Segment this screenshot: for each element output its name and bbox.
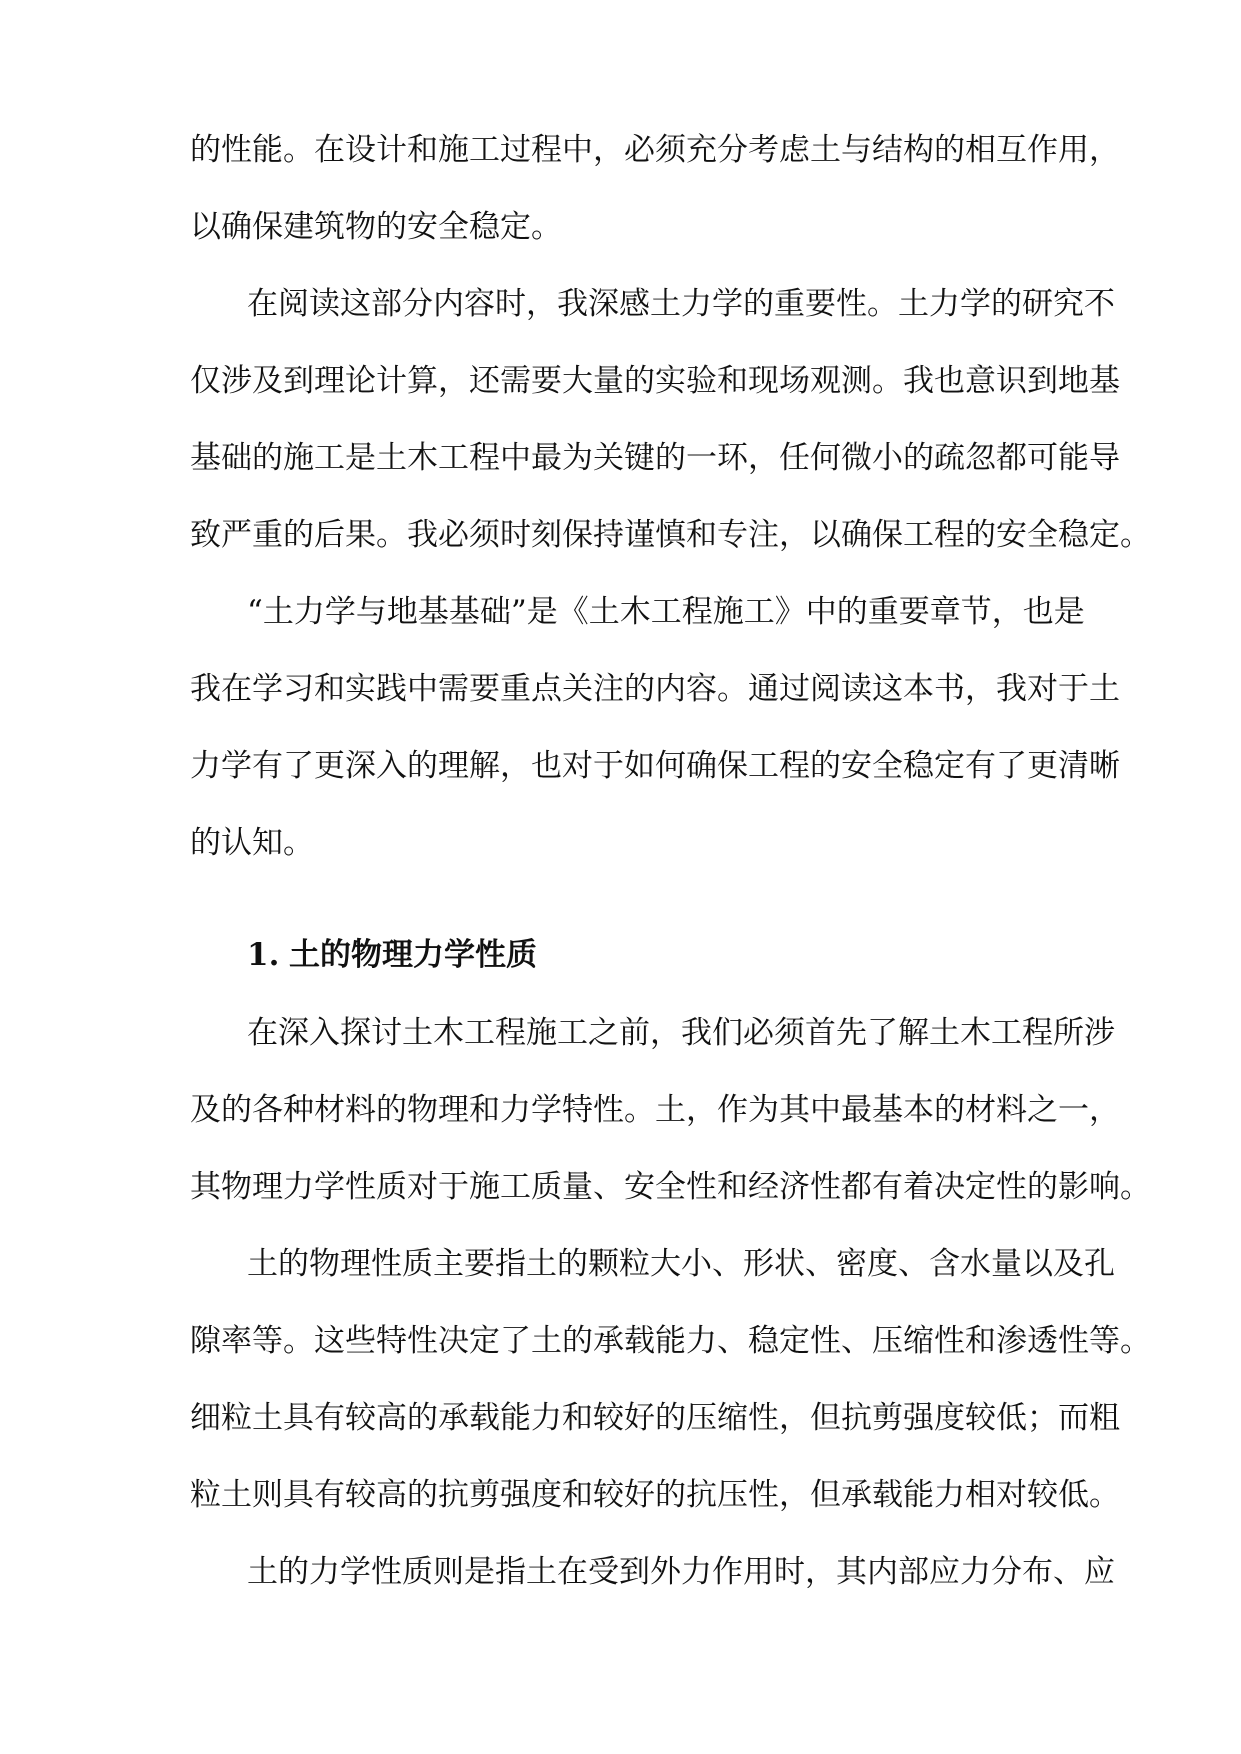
- paragraph-2-line-4: 致严重的后果。我必须时刻保持谨慎和专注，以确保工程的安全稳定。: [190, 517, 1151, 553]
- section-paragraph-2-line-2: 隙率等。这些特性决定了土的承载能力、稳定性、压缩性和渗透性等。: [190, 1323, 1151, 1359]
- paragraph-1-line-2: 以确保建筑物的安全稳定。: [190, 209, 562, 245]
- section-heading: [247, 931, 537, 979]
- section-paragraph-2-line-3: 细粒土具有较高的承载能力和较好的压缩性，但抗剪强度较低；而粗: [190, 1400, 1120, 1436]
- paragraph-3-line-3: 力学有了更深入的理解，也对于如何确保工程的安全稳定有了更清晰: [190, 748, 1120, 784]
- section-paragraph-1-line-1: 在深入探讨土木工程施工之前，我们必须首先了解土木工程所涉: [247, 1015, 1115, 1051]
- section-heading-number: 1.: [247, 937, 280, 973]
- paragraph-3-line-2: 我在学习和实践中需要重点关注的内容。通过阅读这本书，我对于土: [190, 671, 1120, 707]
- section-paragraph-2-line-1: 土的物理性质主要指土的颗粒大小、形状、密度、含水量以及孔: [247, 1246, 1115, 1282]
- paragraph-2-line-2: 仅涉及到理论计算，还需要大量的实验和现场观测。我也意识到地基: [190, 363, 1120, 399]
- section-paragraph-1-line-3: 其物理力学性质对于施工质量、安全性和经济性都有着决定性的影响。: [190, 1169, 1151, 1205]
- section-paragraph-2-line-4: 粒土则具有较高的抗剪强度和较好的抗压性，但承载能力相对较低。: [190, 1477, 1120, 1513]
- section-heading-text: 土的物理力学性质: [289, 937, 537, 973]
- section-paragraph-3-line-1: 土的力学性质则是指土在受到外力作用时，其内部应力分布、应: [247, 1554, 1115, 1590]
- paragraph-2-line-3: 基础的施工是土木工程中最为关键的一环，任何微小的疏忽都可能导: [190, 440, 1120, 476]
- section-paragraph-1-line-2: 及的各种材料的物理和力学特性。土，作为其中最基本的材料之一，: [190, 1092, 1120, 1128]
- paragraph-2-line-1: 在阅读这部分内容时，我深感土力学的重要性。土力学的研究不: [247, 286, 1115, 322]
- paragraph-1-line-1: 的性能。在设计和施工过程中，必须充分考虑土与结构的相互作用，: [190, 132, 1120, 168]
- paragraph-3-line-1: “土力学与地基基础”是《土木工程施工》中的重要章节，也是: [247, 594, 1085, 630]
- paragraph-3-line-4: 的认知。: [190, 825, 314, 861]
